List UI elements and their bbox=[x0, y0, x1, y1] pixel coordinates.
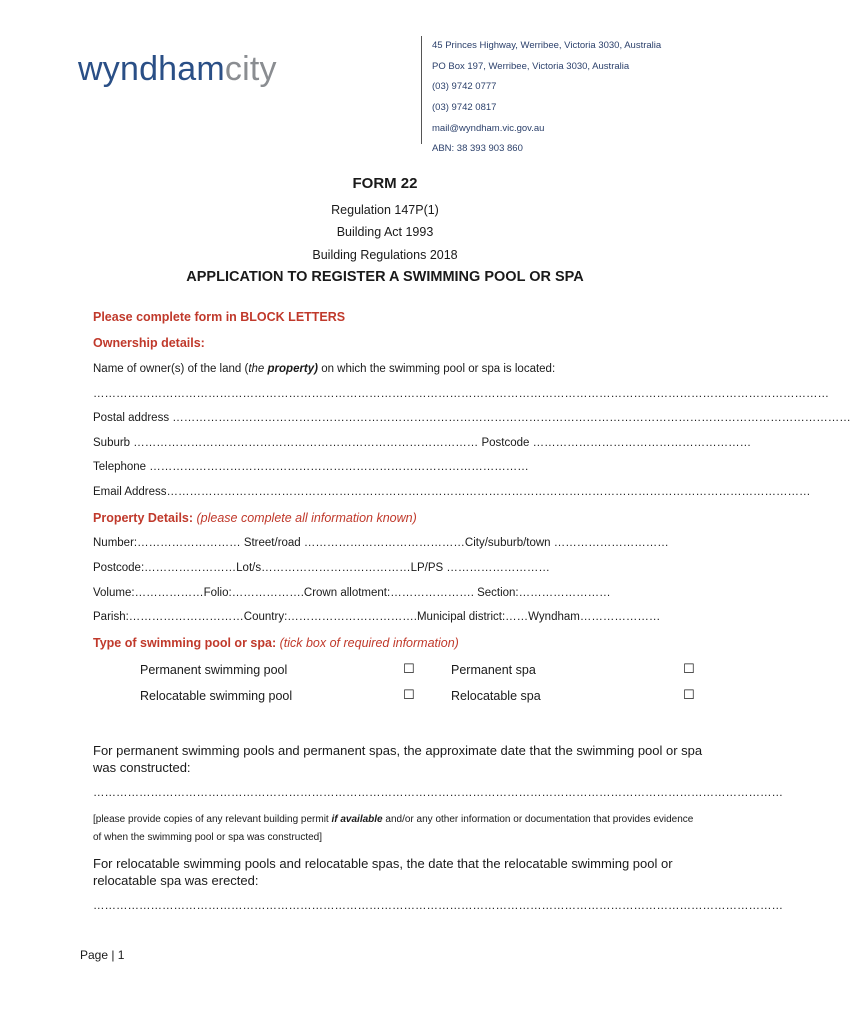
suburb-label: Suburb bbox=[93, 437, 131, 449]
contact-address: 45 Princes Highway, Werribee, Victoria 3030, Australia bbox=[432, 40, 662, 51]
checkbox-relocatable-pool[interactable]: ☐ bbox=[403, 687, 415, 702]
volume-label: Volume: bbox=[93, 587, 135, 599]
property-parish-row[interactable]: Parish:…………………………Country:…………………………….Municipal district:……Wyndham………………… bbox=[93, 611, 661, 623]
property-heading-row bbox=[93, 511, 417, 525]
logo-text-city: city bbox=[224, 50, 277, 88]
contact-phone: (03) 9742 0777 bbox=[432, 81, 497, 93]
municipal-value: Wyndham bbox=[528, 611, 580, 623]
type-note: (tick box of required information) bbox=[276, 636, 459, 650]
owner-name-prefix: Name of owner(s) of the land ( bbox=[93, 363, 249, 375]
checkbox-relocatable-spa[interactable]: ☐ bbox=[683, 687, 695, 702]
relocatable-date-question: For relocatable swimming pools and relocatable spas, the date that the relocatable swimming pool or relocatable spa was erected: bbox=[93, 856, 673, 888]
header-divider bbox=[421, 36, 422, 144]
option-relocatable-spa-label: Relocatable spa bbox=[451, 689, 541, 703]
city-label: City/suburb/town bbox=[464, 537, 551, 549]
owner-name-property: property) bbox=[267, 363, 318, 375]
property-heading: Property Details: bbox=[93, 511, 194, 525]
form-title: APPLICATION TO REGISTER A SWIMMING POOL OR SPA bbox=[186, 269, 584, 285]
building-regulations: Building Regulations 2018 bbox=[312, 248, 458, 262]
folio-label: Folio: bbox=[203, 587, 232, 599]
logo-text-wyndham: wyndham bbox=[78, 50, 225, 88]
evidence-note bbox=[93, 811, 703, 847]
email-label: Email Address bbox=[93, 486, 167, 498]
contact-abn: ABN: 38 393 903 860 bbox=[432, 143, 523, 155]
type-heading-row bbox=[93, 636, 459, 650]
page-number: Page | 1 bbox=[80, 948, 125, 962]
property-postcode-row[interactable]: Postcode:……………………Lot/s…………………………………LP/PS ……………………… bbox=[93, 562, 550, 574]
contact-fax: (03) 9742 0817 bbox=[432, 102, 497, 114]
permanent-date-field[interactable]: ……………………………………………………………………………………………………………………………………………………………… bbox=[93, 787, 783, 799]
owner-name-field[interactable]: ………………………………………………………………………………………………………………………………………………………………………… bbox=[93, 388, 829, 400]
contact-email: mail@wyndham.vic.gov.au bbox=[432, 122, 545, 134]
evidence-note-start: [please provide copies of any relevant building permit bbox=[93, 814, 332, 825]
property-note: (please complete all information known) bbox=[193, 511, 417, 525]
telephone-label: Telephone bbox=[93, 461, 147, 473]
building-act: Building Act 1993 bbox=[336, 225, 434, 239]
postal-address-row[interactable]: Postal address …………………………………………………………………………………………………………………………………………………………… bbox=[93, 412, 851, 424]
property-postcode-label: Postcode: bbox=[93, 562, 145, 574]
telephone-row[interactable]: Telephone ……………………………………………………………………………………… bbox=[93, 461, 529, 473]
suburb-row[interactable]: Suburb ……………………………………………………………………………… Postcode ………………………………………………… bbox=[93, 437, 752, 449]
permanent-date-question: For permanent swimming pools and permanent spas, the approximate date that the swimming pool or spa was constructed: bbox=[93, 743, 703, 775]
block-letters-instruction: Please complete form in BLOCK LETTERS bbox=[93, 310, 346, 324]
form-number: FORM 22 bbox=[352, 175, 418, 192]
contact-po-box: PO Box 197, Werribee, Victoria 3030, Australia bbox=[432, 60, 630, 72]
evidence-note-end: and/or any other information or documentation that provides evidence of when the swimming pool or spa was constructed] bbox=[93, 814, 694, 843]
owner-name-label bbox=[93, 363, 555, 375]
parish-label: Parish: bbox=[93, 611, 129, 623]
email-row[interactable]: Email Address…………………………………………………………………………………………………………………………………………………… bbox=[93, 486, 811, 498]
type-heading: Type of swimming pool or spa: bbox=[93, 636, 277, 650]
property-volume-row[interactable]: Volume:………………Folio:……………….Crown allotment:…………………. Section:…………………… bbox=[93, 587, 611, 599]
lots-label: Lot/s bbox=[236, 562, 262, 574]
regulation: Regulation 147P(1) bbox=[331, 203, 439, 217]
owner-name-the: the bbox=[248, 363, 268, 375]
municipal-label: Municipal district: bbox=[416, 611, 506, 623]
wyndham-logo bbox=[78, 52, 277, 86]
postal-address-label: Postal address bbox=[93, 412, 170, 424]
owner-name-suffix: on which the swimming pool or spa is located: bbox=[318, 363, 556, 375]
evidence-note-if-available: if available bbox=[331, 814, 383, 825]
postcode-label: Postcode bbox=[481, 437, 530, 449]
option-permanent-pool-label: Permanent swimming pool bbox=[140, 663, 288, 677]
crown-allotment-label: Crown allotment: bbox=[303, 587, 391, 599]
relocatable-date-field[interactable]: ……………………………………………………………………………………………………………………………………………………………… bbox=[93, 900, 783, 912]
ownership-heading: Ownership details: bbox=[93, 336, 205, 350]
section-label: Section: bbox=[477, 587, 519, 599]
property-number-row[interactable]: Number:……………………… Street/road ……………………………………City/suburb/town ………………………… bbox=[93, 537, 669, 549]
lpps-label: LP/PS bbox=[410, 562, 444, 574]
street-label: Street/road bbox=[243, 537, 301, 549]
checkbox-permanent-pool[interactable]: ☐ bbox=[403, 661, 415, 676]
option-relocatable-pool-label: Relocatable swimming pool bbox=[140, 689, 293, 703]
contact-block bbox=[432, 39, 661, 163]
country-label: Country: bbox=[243, 611, 288, 623]
number-label: Number: bbox=[93, 537, 138, 549]
option-permanent-spa-label: Permanent spa bbox=[451, 663, 536, 677]
checkbox-permanent-spa[interactable]: ☐ bbox=[683, 661, 695, 676]
